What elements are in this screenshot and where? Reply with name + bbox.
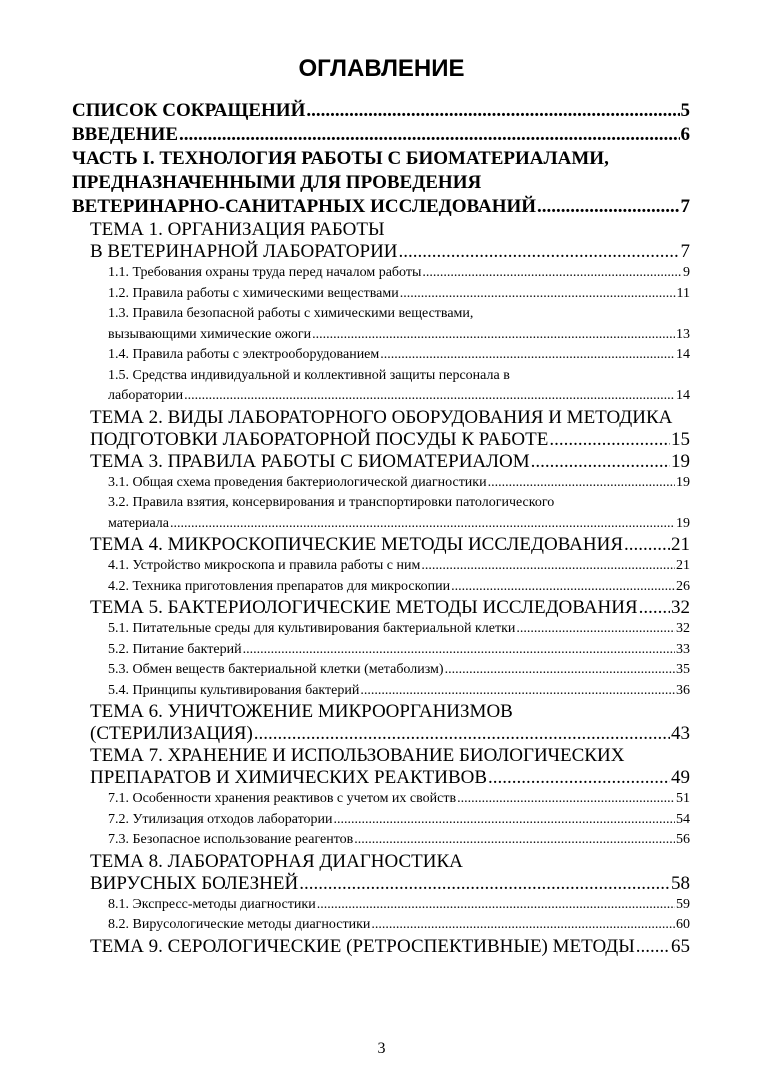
toc-page-number: 36 [676, 682, 690, 698]
toc-entry-title-cont: В ВЕТЕРИНАРНОЙ ЛАБОРАТОРИИ [90, 241, 398, 262]
toc-page-number: 19 [676, 515, 690, 531]
toc-entry-title: 3.1. Общая схема проведения бактериологической диагностики [108, 474, 487, 490]
toc-entry [72, 723, 690, 745]
toc-page-number: 21 [676, 558, 690, 573]
toc-entry [72, 99, 690, 123]
toc-page-number: 9 [683, 265, 690, 280]
toc-entry-line [72, 219, 690, 241]
toc-entry-title: 1.5. Средства индивидуальной и коллективной защиты персонала в [108, 367, 510, 383]
toc-entry [72, 556, 690, 577]
toc-page-number: 14 [676, 388, 690, 403]
toc-entry [72, 345, 690, 366]
toc-entry-line [72, 147, 690, 171]
toc-entry-title: 8.1. Экспресс-методы диагностики [108, 896, 316, 912]
leader-dots [312, 325, 675, 346]
toc-page-number: 32 [671, 597, 690, 618]
toc-entry-title: ТЕМА 4. МИКРОСКОПИЧЕСКИЕ МЕТОДЫ ИССЛЕДОВАНИЯ [90, 534, 624, 555]
toc-page-number: 32 [676, 621, 690, 636]
toc-entry-title: 4.1. Устройство микроскопа и правила работы с ним [108, 558, 421, 573]
toc-entry [72, 284, 690, 305]
leader-dots [170, 514, 675, 535]
leader-dots [488, 767, 670, 789]
toc-entry-title: 5.1. Питательные среды для культивирования бактериальной клетки [108, 621, 516, 636]
toc-page-number: 5 [680, 100, 690, 121]
leader-dots [636, 936, 670, 958]
toc-entry-title-cont: ПРЕДНАЗНАЧЕННЫМИ ДЛЯ ПРОВЕДЕНИЯ [72, 172, 482, 193]
leader-dots [354, 830, 675, 851]
leader-dots [516, 619, 675, 640]
leader-dots [531, 451, 670, 473]
toc-entry-title: 5.4. Принципы культивирования бактерий [108, 682, 360, 698]
toc-entry [72, 873, 690, 895]
toc-page-number: 43 [671, 723, 690, 744]
toc-entry-title: ТЕМА 9. СЕРОЛОГИЧЕСКИЕ (РЕТРОСПЕКТИВНЫЕ) МЕТОДЫ [90, 935, 635, 957]
toc-entry-title: ТЕМА 5. БАКТЕРИОЛОГИЧЕСКИЕ МЕТОДЫ ИССЛЕДОВАНИЯ [90, 597, 638, 618]
toc-entry-title: ВВЕДЕНИЕ [72, 124, 178, 145]
toc-page-number: 15 [671, 428, 690, 450]
leader-dots [488, 473, 675, 494]
toc-entry [72, 263, 690, 284]
page-title: ОГЛАВЛЕНИЕ [298, 55, 465, 82]
toc-entry [72, 619, 690, 640]
toc-entry-title: ЧАСТЬ I. ТЕХНОЛОГИЯ РАБОТЫ С БИОМАТЕРИАЛАМИ, [72, 148, 609, 169]
toc-page-number: 33 [676, 641, 690, 657]
page-number: 3 [377, 1040, 386, 1057]
leader-dots [639, 597, 670, 619]
toc-entry-line [72, 701, 690, 723]
toc-entry [72, 429, 690, 451]
toc-page-number: 35 [676, 662, 690, 677]
toc-entry [72, 830, 690, 851]
toc-page-number: 49 [671, 767, 690, 788]
toc-page-number: 26 [676, 578, 690, 594]
leader-dots [549, 429, 670, 451]
leader-dots [399, 241, 680, 263]
toc-entry [72, 767, 690, 789]
leader-dots [243, 640, 675, 661]
table-of-contents [72, 99, 690, 958]
toc-page-number: 7 [680, 241, 690, 262]
leader-dots [380, 345, 675, 366]
toc-page-number: 13 [676, 326, 690, 342]
toc-entry-line [72, 171, 690, 195]
toc-entry-title-cont: вызывающими химические ожоги [108, 326, 312, 342]
leader-dots [334, 810, 676, 831]
toc-entry-title-cont: ВИРУСНЫХ БОЛЕЗНЕЙ [90, 872, 299, 894]
toc-entry-line [72, 745, 690, 767]
toc-entry-title: ТЕМА 2. ВИДЫ ЛАБОРАТОРНОГО ОБОРУДОВАНИЯ И МЕТОДИКА [90, 406, 673, 428]
toc-entry-title: 8.2. Вирусологические методы диагностики [108, 917, 371, 932]
toc-entry-title-cont: ПОДГОТОВКИ ЛАБОРАТОРНОЙ ПОСУДЫ К РАБОТЕ [90, 428, 549, 450]
toc-entry-title: ТЕМА 3. ПРАВИЛА РАБОТЫ С БИОМАТЕРИАЛОМ [90, 450, 530, 472]
toc-entry [72, 640, 690, 661]
toc-page-number: 60 [676, 917, 690, 932]
toc-entry-title-cont: лаборатории [108, 388, 184, 403]
toc-entry-title: 7.3. Безопасное использование реагентов [108, 832, 354, 847]
toc-entry [72, 577, 690, 598]
toc-entry-line [72, 493, 690, 514]
toc-page-number: 58 [671, 872, 690, 894]
toc-entry-title: СПИСОК СОКРАЩЕНИЙ [72, 100, 306, 121]
leader-dots [457, 789, 675, 810]
toc-page-number: 59 [676, 896, 690, 912]
leader-dots [421, 556, 675, 577]
toc-page-number: 14 [676, 347, 690, 362]
toc-entry-title: 7.1. Особенности хранения реактивов с учетом их свойств [108, 791, 457, 806]
toc-entry-title: 1.1. Требования охраны труда перед началом работы [108, 265, 422, 280]
toc-page-number: 19 [676, 474, 690, 490]
leader-dots [624, 534, 670, 556]
toc-page-number: 51 [676, 791, 690, 806]
toc-entry-title: 5.2. Питание бактерий [108, 641, 242, 657]
toc-page-number: 21 [671, 534, 690, 555]
toc-entry-title: 3.2. Правила взятия, консервирования и транспортировки патологического [108, 495, 555, 510]
toc-page-number: 54 [676, 811, 690, 827]
toc-entry-line [72, 304, 690, 325]
toc-entry-line [72, 366, 690, 387]
toc-entry [72, 241, 690, 263]
toc-entry-title: 7.2. Утилизация отходов лаборатории [108, 811, 333, 827]
toc-entry-title: ТЕМА 1. ОРГАНИЗАЦИЯ РАБОТЫ [90, 219, 385, 240]
toc-entry-title: ТЕМА 8. ЛАБОРАТОРНАЯ ДИАГНОСТИКА [90, 850, 463, 872]
toc-entry-title: 1.2. Правила работы с химическими веществами [108, 285, 399, 301]
leader-dots [537, 195, 679, 219]
toc-entry [72, 936, 690, 958]
toc-page-number: 6 [680, 124, 690, 145]
leader-dots [254, 723, 670, 745]
toc-entry-title-cont: (СТЕРИЛИЗАЦИЯ) [90, 723, 253, 744]
leader-dots [317, 895, 675, 916]
leader-dots [422, 263, 682, 284]
toc-entry [72, 597, 690, 619]
toc-entry-title-cont: ВЕТЕРИНАРНО-САНИТАРНЫХ ИССЛЕДОВАНИЙ [72, 196, 537, 217]
leader-dots [299, 873, 670, 895]
toc-entry [72, 534, 690, 556]
leader-dots [445, 660, 675, 681]
toc-entry [72, 325, 690, 346]
toc-entry [72, 123, 690, 147]
toc-entry [72, 660, 690, 681]
leader-dots [400, 284, 676, 305]
toc-entry [72, 895, 690, 916]
toc-entry [72, 915, 690, 936]
toc-entry-title: 5.3. Обмен веществ бактериальной клетки (метаболизм) [108, 662, 444, 677]
toc-entry [72, 386, 690, 407]
leader-dots [306, 99, 679, 123]
leader-dots [360, 681, 675, 702]
toc-page-number: 19 [671, 450, 690, 472]
leader-dots [371, 915, 675, 936]
toc-entry [72, 789, 690, 810]
toc-entry-title: ТЕМА 6. УНИЧТОЖЕНИЕ МИКРООРГАНИЗМОВ [90, 701, 513, 722]
leader-dots [184, 386, 675, 407]
toc-page-number: 11 [676, 285, 690, 301]
toc-entry [72, 810, 690, 831]
toc-entry [72, 514, 690, 535]
toc-entry [72, 473, 690, 494]
toc-entry [72, 195, 690, 219]
toc-entry-title: 1.4. Правила работы с электрооборудованием [108, 347, 380, 362]
leader-dots [451, 577, 675, 598]
toc-entry-line [72, 851, 690, 873]
toc-entry-title: 4.2. Техника приготовления препаратов для микроскопии [108, 578, 451, 594]
toc-page-number: 65 [671, 935, 690, 957]
toc-entry-title: ТЕМА 7. ХРАНЕНИЕ И ИСПОЛЬЗОВАНИЕ БИОЛОГИЧЕСКИХ [90, 745, 625, 766]
toc-entry [72, 451, 690, 473]
toc-entry [72, 681, 690, 702]
toc-entry-line [72, 407, 690, 429]
toc-page-number: 7 [680, 196, 690, 217]
toc-page-number: 56 [676, 832, 690, 847]
toc-entry-title-cont: материала [108, 515, 169, 531]
toc-entry-title: 1.3. Правила безопасной работы с химическими веществами, [108, 306, 474, 321]
leader-dots [179, 123, 680, 147]
toc-entry-title-cont: ПРЕПАРАТОВ И ХИМИЧЕСКИХ РЕАКТИВОВ [90, 767, 488, 788]
